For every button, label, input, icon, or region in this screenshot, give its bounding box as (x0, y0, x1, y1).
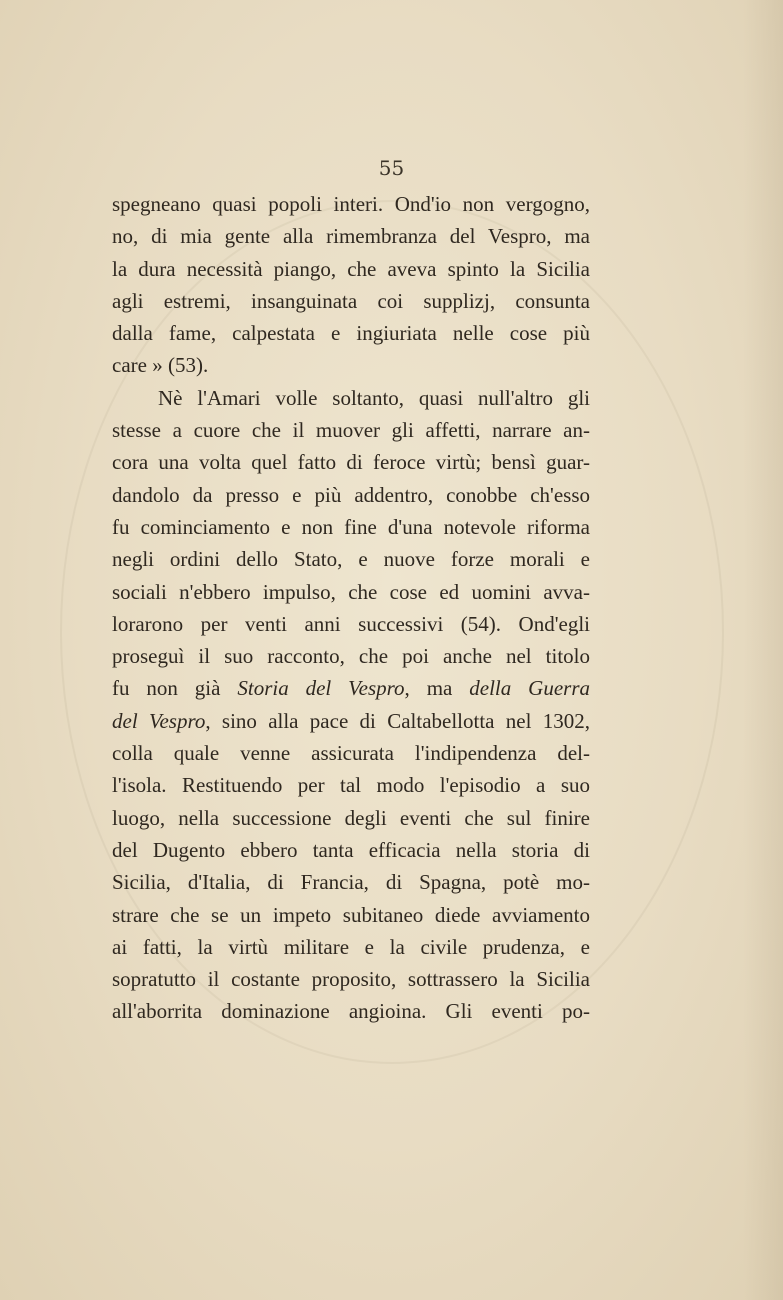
text-line: sociali n'ebbero impulso, che cose ed uomini avva- (112, 579, 590, 604)
page-number: 55 (378, 156, 405, 180)
text-segment: , ma (404, 676, 470, 701)
page-edge-shadow (743, 0, 783, 1300)
text-line: dandolo da presso e più addentro, conobbe ch'esso (112, 482, 590, 507)
italic-title: Storia del Vespro (237, 676, 405, 701)
text-line: proseguì il suo racconto, che poi anche nel titolo (112, 644, 590, 669)
text-line: luogo, nella successione degli eventi che sul finire (112, 805, 590, 830)
text-line: fu cominciamento e non fine d'una notevole riforma (112, 514, 590, 539)
text-line: lorarono per venti anni successivi (54). Ond'egli (112, 611, 590, 636)
text-line: spegneano quasi popoli interi. Ond'io non vergogno, (112, 192, 590, 216)
text-line: sopratutto il costante proposito, sottrassero la Sicilia (112, 967, 590, 992)
text-line: negli ordini dello Stato, e nuove forze morali e (112, 547, 590, 572)
text-line: agli estremi, insanguinata coi supplizj, consunta (112, 288, 590, 313)
italic-title: della Guerra (469, 676, 590, 701)
text-line: colla quale venne assicurata l'indipendenza del- (112, 741, 590, 766)
text-line: dalla fame, calpestata e ingiuriata nelle cose più (112, 321, 590, 346)
italic-title: del Vespro (112, 708, 206, 733)
body-text (112, 188, 590, 1028)
text-line: strare che se un impeto subitaneo diede avviamento (112, 902, 590, 927)
text-line: all'aborrita dominazione angioina. Gli eventi po- (112, 999, 590, 1024)
text-line: cora una volta quel fatto di feroce virtù; bensì guar- (112, 450, 590, 475)
text-line: Sicilia, d'Italia, di Francia, di Spagna, potè mo- (112, 870, 590, 895)
text-line: care » (53). (112, 353, 209, 378)
text-segment: , sino alla pace di Caltabellotta nel 1302, (205, 708, 590, 733)
text-line: l'isola. Restituendo per tal modo l'episodio a suo (112, 773, 590, 798)
text-line: stesse a cuore che il muover gli affetti, narrare an- (112, 418, 590, 443)
text-line (112, 705, 590, 737)
paragraph-start-line: Nè l'Amari volle soltanto, quasi null'altro gli (158, 385, 590, 410)
text-line: ai fatti, la virtù militare e la civile prudenza, e (112, 934, 590, 959)
text-line (112, 672, 590, 704)
text-line: la dura necessità piango, che aveva spinto la Sicilia (112, 256, 590, 281)
text-line: no, di mia gente alla rimembranza del Vespro, ma (112, 224, 590, 249)
text-line: del Dugento ebbero tanta efficacia nella storia di (112, 837, 590, 862)
text-segment: fu non già (112, 676, 238, 701)
